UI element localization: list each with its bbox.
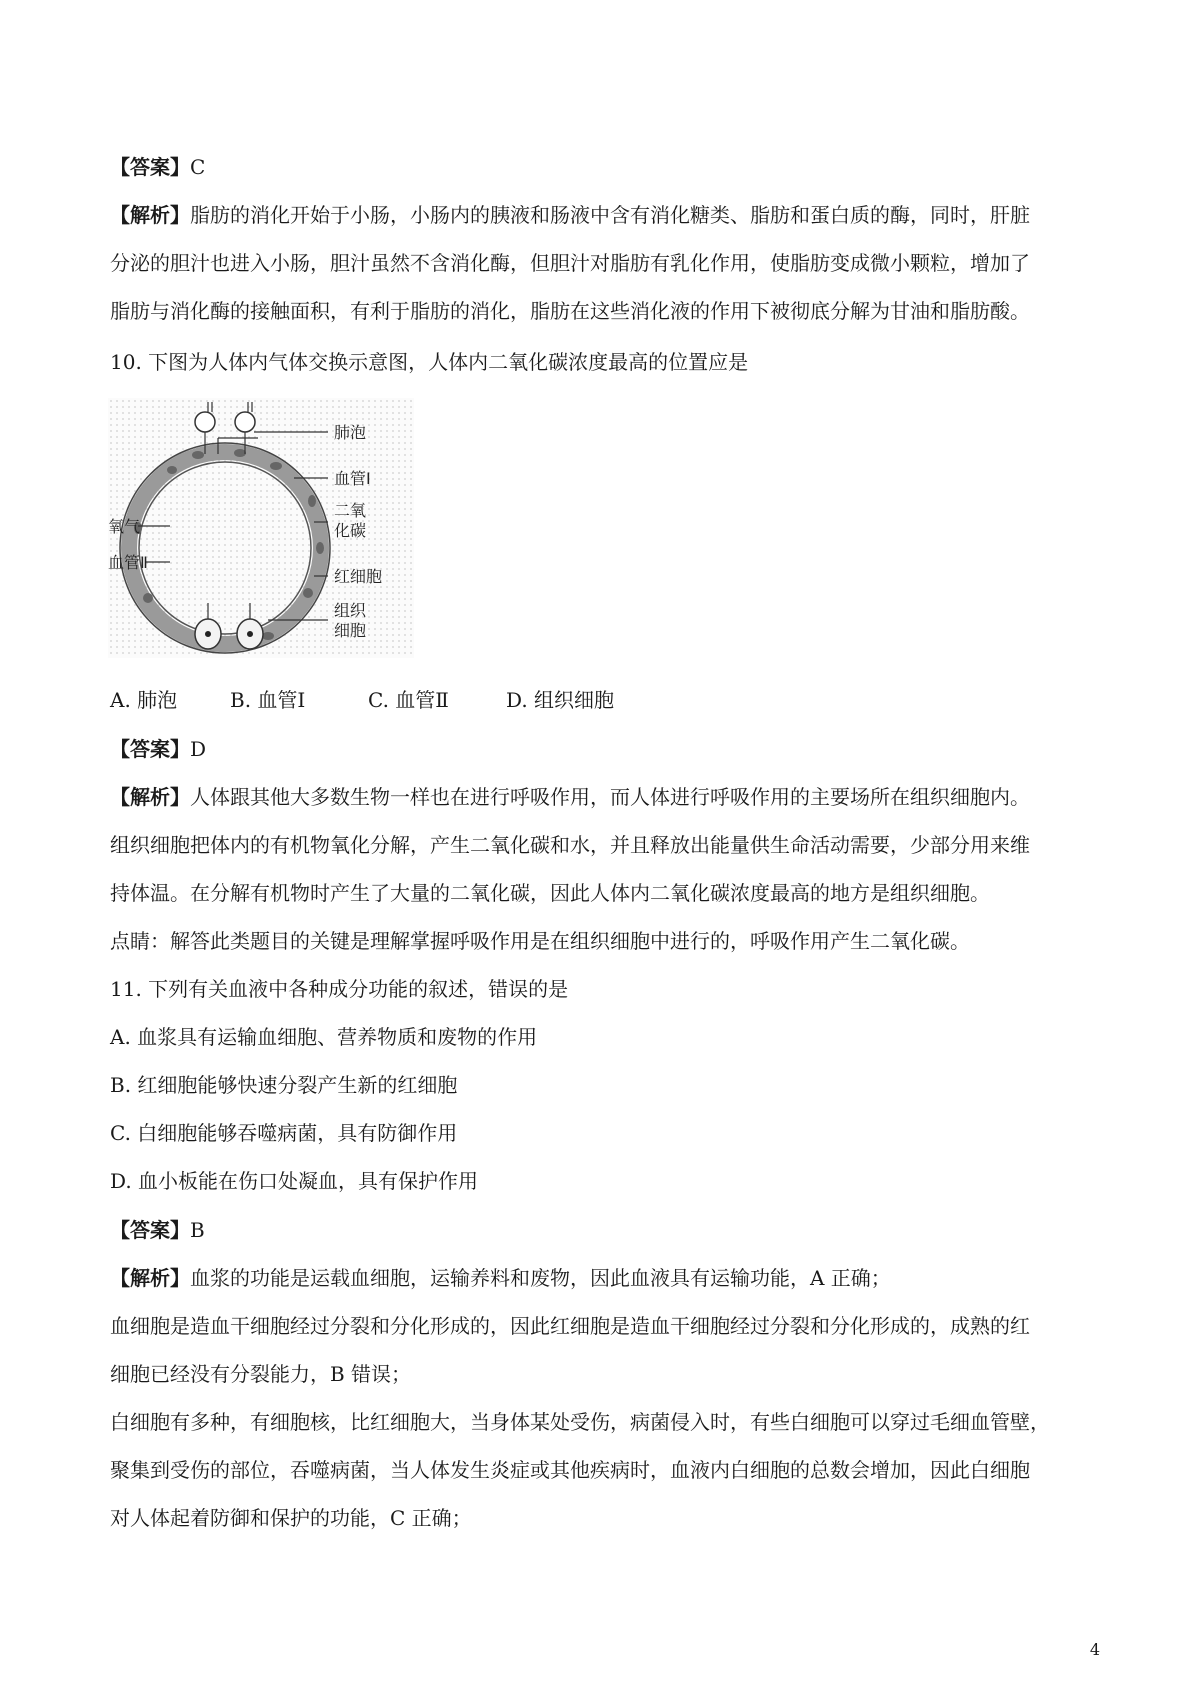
analysis-text: 聚集到受伤的部位，吞噬病菌，当人体发生炎症或其他疾病时，血液内白细胞的总数会增加，因此白细胞	[110, 1458, 1030, 1482]
vessel-ring	[129, 452, 321, 644]
analysis-text: 血细胞是造血干细胞经过分裂和分化形成的，因此红细胞是造血干细胞经过分裂和分化形成的，成熟的红	[110, 1314, 1030, 1338]
question-stem: 11. 下列有关血液中各种成分功能的叙述，错误的是	[110, 977, 569, 1001]
label-vessel-2: 血管Ⅱ	[108, 553, 148, 572]
answer-mark: 【答案】	[110, 155, 190, 179]
analysis-line	[110, 783, 1100, 811]
analysis-text: 细胞已经没有分裂能力，B 错误；	[110, 1362, 412, 1386]
options-row	[110, 686, 1100, 714]
option-b: B. 血管Ⅰ	[230, 688, 306, 712]
analysis-mark: 【解析】	[110, 785, 190, 809]
analysis-text: 分泌的胆汁也进入小肠，胆汁虽然不含消化酶，但胆汁对脂肪有乳化作用，使脂肪变成微小颗粒，增加了	[110, 251, 1030, 275]
analysis-text: 脂肪的消化开始于小肠，小肠内的胰液和肠液中含有消化糖类、脂肪和蛋白质的酶，同时，肝脏	[190, 203, 1030, 227]
answer-line	[110, 735, 1100, 763]
analysis-text: 对人体起着防御和保护的功能，C 正确；	[110, 1506, 472, 1530]
question-stem: 10. 下图为人体内气体交换示意图，人体内二氧化碳浓度最高的位置应是	[110, 350, 749, 374]
analysis-text: 白细胞有多种，有细胞核，比红细胞大，当身体某处受伤，病菌侵入时，有些白细胞可以穿过毛细血管壁，	[110, 1410, 1050, 1434]
analysis-line	[110, 1264, 1100, 1292]
gas-exchange-figure	[108, 398, 414, 658]
option-a: A. 血浆具有运输血细胞、营养物质和废物的作用	[110, 1025, 538, 1049]
analysis-text: 组织细胞把体内的有机物氧化分解，产生二氧化碳和水，并且释放出能量供生命活动需要，少部分用来维	[110, 833, 1030, 857]
analysis-line	[110, 201, 1100, 229]
option-d: D. 血小板能在伤口处凝血，具有保护作用	[110, 1169, 479, 1193]
option-a: A. 肺泡	[110, 688, 178, 712]
option-c: C. 白细胞能够吞噬病菌，具有防御作用	[110, 1121, 458, 1145]
label-red-blood-cell: 红细胞	[334, 567, 383, 586]
analysis-text: 持体温。在分解有机物时产生了大量的二氧化碳，因此人体内二氧化碳浓度最高的地方是组织细胞。	[110, 881, 990, 905]
gas-exchange-diagram	[108, 398, 414, 658]
vessel-inner-wall	[139, 462, 311, 634]
label-co2-line1: 二氧	[334, 501, 367, 520]
answer-mark: 【答案】	[110, 1218, 190, 1242]
option-d: D. 组织细胞	[506, 688, 615, 712]
page-number: 4	[1089, 1640, 1100, 1659]
label-alveolus: 肺泡	[334, 423, 367, 442]
answer-line	[110, 1216, 1100, 1244]
analysis-text: 脂肪与消化酶的接触面积，有利于脂肪的消化，脂肪在这些消化液的作用下被彻底分解为甘油和脂肪酸。	[110, 299, 1030, 323]
analysis-mark: 【解析】	[110, 203, 190, 227]
answer-value: D	[190, 737, 207, 761]
answer-value: C	[190, 155, 206, 179]
alveoli	[195, 412, 255, 432]
answer-mark: 【答案】	[110, 737, 190, 761]
analysis-text: 血浆的功能是运载血细胞，运输养料和废物，因此血液具有运输功能，A 正确；	[190, 1266, 891, 1290]
label-co2-line2: 化碳	[334, 521, 367, 540]
analysis-mark: 【解析】	[110, 1266, 190, 1290]
option-b: B. 红细胞能够快速分裂产生新的红细胞	[110, 1073, 458, 1097]
option-c: C. 血管Ⅱ	[368, 688, 449, 712]
label-tissue-line2: 细胞	[334, 621, 367, 640]
label-oxygen: 氧气	[108, 517, 141, 536]
label-vessel-1: 血管Ⅰ	[334, 469, 371, 488]
answer-value: B	[190, 1218, 205, 1242]
label-tissue-line1: 组织	[334, 601, 367, 620]
tip-text: 点睛：解答此类题目的关键是理解掌握呼吸作用是在组织细胞中进行的，呼吸作用产生二氧化碳。	[110, 929, 970, 953]
answer-line	[110, 153, 1100, 181]
analysis-text: 人体跟其他大多数生物一样也在进行呼吸作用，而人体进行呼吸作用的主要场所在组织细胞内。	[190, 785, 1030, 809]
